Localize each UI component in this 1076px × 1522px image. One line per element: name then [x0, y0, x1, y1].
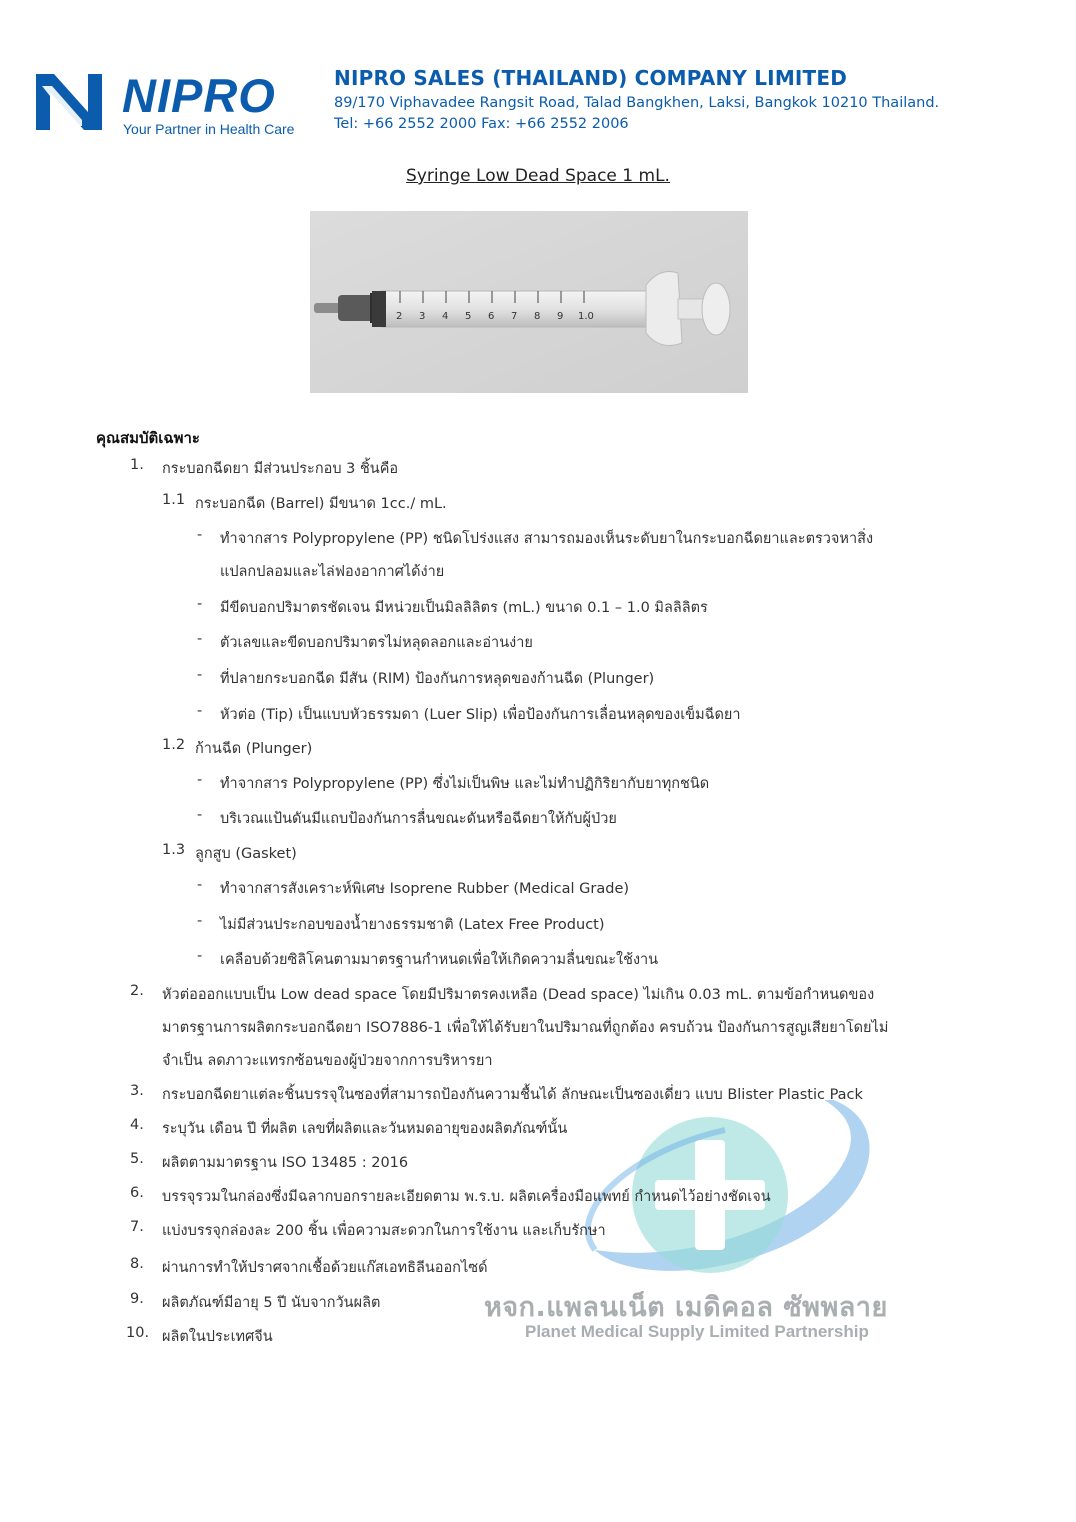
bullet-dash: -	[197, 527, 203, 543]
graduation-label: 7	[511, 311, 518, 322]
item-number: 1.3	[162, 842, 186, 858]
watermark-thai-text: หจก.แพลนเน็ต เมดิคอล ซัพพลาย	[484, 1292, 888, 1323]
spec-item-text: ทำจากสาร Polypropylene (PP) ชนิดโปร่งแสง สามารถมองเห็นระดับยาในกระบอกฉีดยาและตรวจหาสิ่ง	[220, 531, 874, 547]
spec-item-text: กระบอกฉีด (Barrel) มีขนาด 1cc./ mL.	[195, 496, 447, 512]
item-number: 1.2	[162, 737, 186, 753]
spec-item-text: บริเวณแป้นดันมีแถบป้องกันการลื่นขณะดันหรือฉีดยาให้กับผู้ป่วย	[220, 811, 617, 827]
spec-item-text: กระบอกฉีดยา มีส่วนประกอบ 3 ชิ้นคือ	[162, 461, 399, 477]
bullet-dash: -	[197, 703, 203, 719]
graduation-label: 1.0	[578, 311, 594, 322]
spec-item-text: ผลิตตามมาตรฐาน ISO 13485 : 2016	[162, 1155, 409, 1171]
spec-item-text: ผ่านการทำให้ปราศจากเชื้อด้วยแก๊สเอทธิลีนออกไซด์	[162, 1260, 488, 1276]
spec-item-text: ก้านฉีด (Plunger)	[195, 741, 313, 757]
spec-item-text: หัวต่อ (Tip) เป็นแบบหัวธรรมดา (Luer Slip) เพื่อป้องกันการเลื่อนหลุดของเข็มฉีดยา	[220, 707, 741, 723]
item-number: 4.	[130, 1117, 144, 1133]
graduation-label: 3	[419, 311, 426, 322]
spec-item-text: ไม่มีส่วนประกอบของน้ำยางธรรมชาติ (Latex Free Product)	[220, 917, 605, 933]
spec-item-text: ผลิตภัณฑ์มีอายุ 5 ปี นับจากวันผลิต	[162, 1295, 381, 1311]
bullet-dash: -	[197, 667, 203, 683]
bullet-dash: -	[197, 772, 203, 788]
spec-item-text: แปลกปลอมและไล่ฟองอากาศได้ง่าย	[220, 564, 445, 580]
spec-item-text: ทำจากสาร Polypropylene (PP) ซึ่งไม่เป็นพิษ และไม่ทำปฏิกิริยากับยาทุกชนิด	[220, 776, 710, 792]
item-number: 10.	[126, 1325, 150, 1341]
logo-tagline: Your Partner in Health Care	[123, 121, 295, 137]
spec-item-text: จำเป็น ลดภาวะแทรกซ้อนของผู้ป่วยจากการบริหารยา	[162, 1053, 493, 1069]
document-title: Syringe Low Dead Space 1 mL.	[406, 166, 670, 186]
bullet-dash: -	[197, 807, 203, 823]
spec-item-text: เคลือบด้วยซิลิโคนตามมาตรฐานกำหนดเพื่อให้เกิดความลื่นขณะใช้งาน	[220, 952, 659, 968]
item-number: 6.	[130, 1185, 144, 1201]
bullet-dash: -	[197, 596, 203, 612]
spec-item-text: มีขีดบอกปริมาตรชัดเจน มีหน่วยเป็นมิลลิลิตร (mL.) ขนาด 0.1 – 1.0 มิลลิลิตร	[220, 600, 708, 616]
graduation-label: 4	[442, 311, 449, 322]
bullet-dash: -	[197, 913, 203, 929]
bullet-dash: -	[197, 948, 203, 964]
item-number: 2.	[130, 983, 144, 999]
bullet-dash: -	[197, 631, 203, 647]
nipro-mark-icon	[28, 66, 108, 138]
item-number: 1.	[130, 457, 144, 473]
spec-item-text: ลูกสูบ (Gasket)	[195, 846, 297, 862]
item-number: 7.	[130, 1219, 144, 1235]
graduation-label: 2	[396, 311, 403, 322]
spec-item-text: บรรจุรวมในกล่องซึ่งมีฉลากบอกรายละเอียดตาม พ.ร.บ. ผลิตเครื่องมือแพทย์ กำหนดไว้อย่างชัดเจน	[162, 1189, 771, 1205]
graduation-label: 9	[557, 311, 564, 322]
item-number: 3.	[130, 1083, 144, 1099]
nipro-logo	[28, 66, 318, 138]
spec-item-text: ทำจากสารสังเคราะห์พิเศษ Isoprene Rubber (Medical Grade)	[220, 881, 630, 897]
spec-item-text: ระบุวัน เดือน ปี ที่ผลิต เลขที่ผลิตและวันหมดอายุของผลิตภัณฑ์นั้น	[162, 1121, 568, 1137]
spec-item-text: กระบอกฉีดยาแต่ละชิ้นบรรจุในซองที่สามารถป้องกันความชื้นได้ ลักษณะเป็นซองเดี่ยว แบบ Blister Plastic Pack	[162, 1087, 863, 1103]
spec-item-text: ที่ปลายกระบอกฉีด มีสัน (RIM) ป้องกันการหลุดของก้านฉีด (Plunger)	[220, 671, 655, 687]
watermark-english-text: Planet Medical Supply Limited Partnership	[525, 1322, 869, 1341]
product-photo	[310, 211, 748, 393]
company-address: 89/170 Viphavadee Rangsit Road, Talad Bangkhen, Laksi, Bangkok 10210 Thailand.	[334, 95, 940, 111]
spec-item-text: แบ่งบรรจุกล่องละ 200 ชิ้น เพื่อความสะดวกในการใช้งาน และเก็บรักษา	[162, 1223, 606, 1239]
item-number: 5.	[130, 1151, 144, 1167]
item-number: 9.	[130, 1291, 144, 1307]
graduation-label: 6	[488, 311, 495, 322]
item-number: 8.	[130, 1256, 144, 1272]
company-contact: Tel: +66 2552 2000 Fax: +66 2552 2006	[334, 116, 629, 132]
item-number: 1.1	[162, 492, 186, 508]
company-name: NIPRO SALES (THAILAND) COMPANY LIMITED	[334, 66, 848, 90]
company-header	[334, 66, 939, 132]
logo-brand: NIPRO	[122, 69, 276, 122]
bullet-dash: -	[197, 877, 203, 893]
spec-item-text: ผลิตในประเทศจีน	[162, 1329, 273, 1345]
graduation-label: 8	[534, 311, 541, 322]
syringe-image	[310, 211, 748, 393]
spec-item-text: ตัวเลขและขีดบอกปริมาตรไม่หลุดลอกและอ่านง่าย	[220, 635, 533, 651]
spec-item-text: มาตรฐานการผลิตกระบอกฉีดยา ISO7886-1 เพื่อให้ได้รับยาในปริมาณที่ถูกต้อง ครบถ้วน ป้องกันการสูญเสียยาโดยไม่	[162, 1020, 889, 1036]
spec-item-text: หัวต่อออกแบบเป็น Low dead space โดยมีปริมาตรคงเหลือ (Dead space) ไม่เกิน 0.03 mL. ตามข้อกำหนดของ	[162, 987, 875, 1003]
graduation-label: 5	[465, 311, 472, 322]
specification-heading: คุณสมบัติเฉพาะ	[96, 429, 200, 447]
